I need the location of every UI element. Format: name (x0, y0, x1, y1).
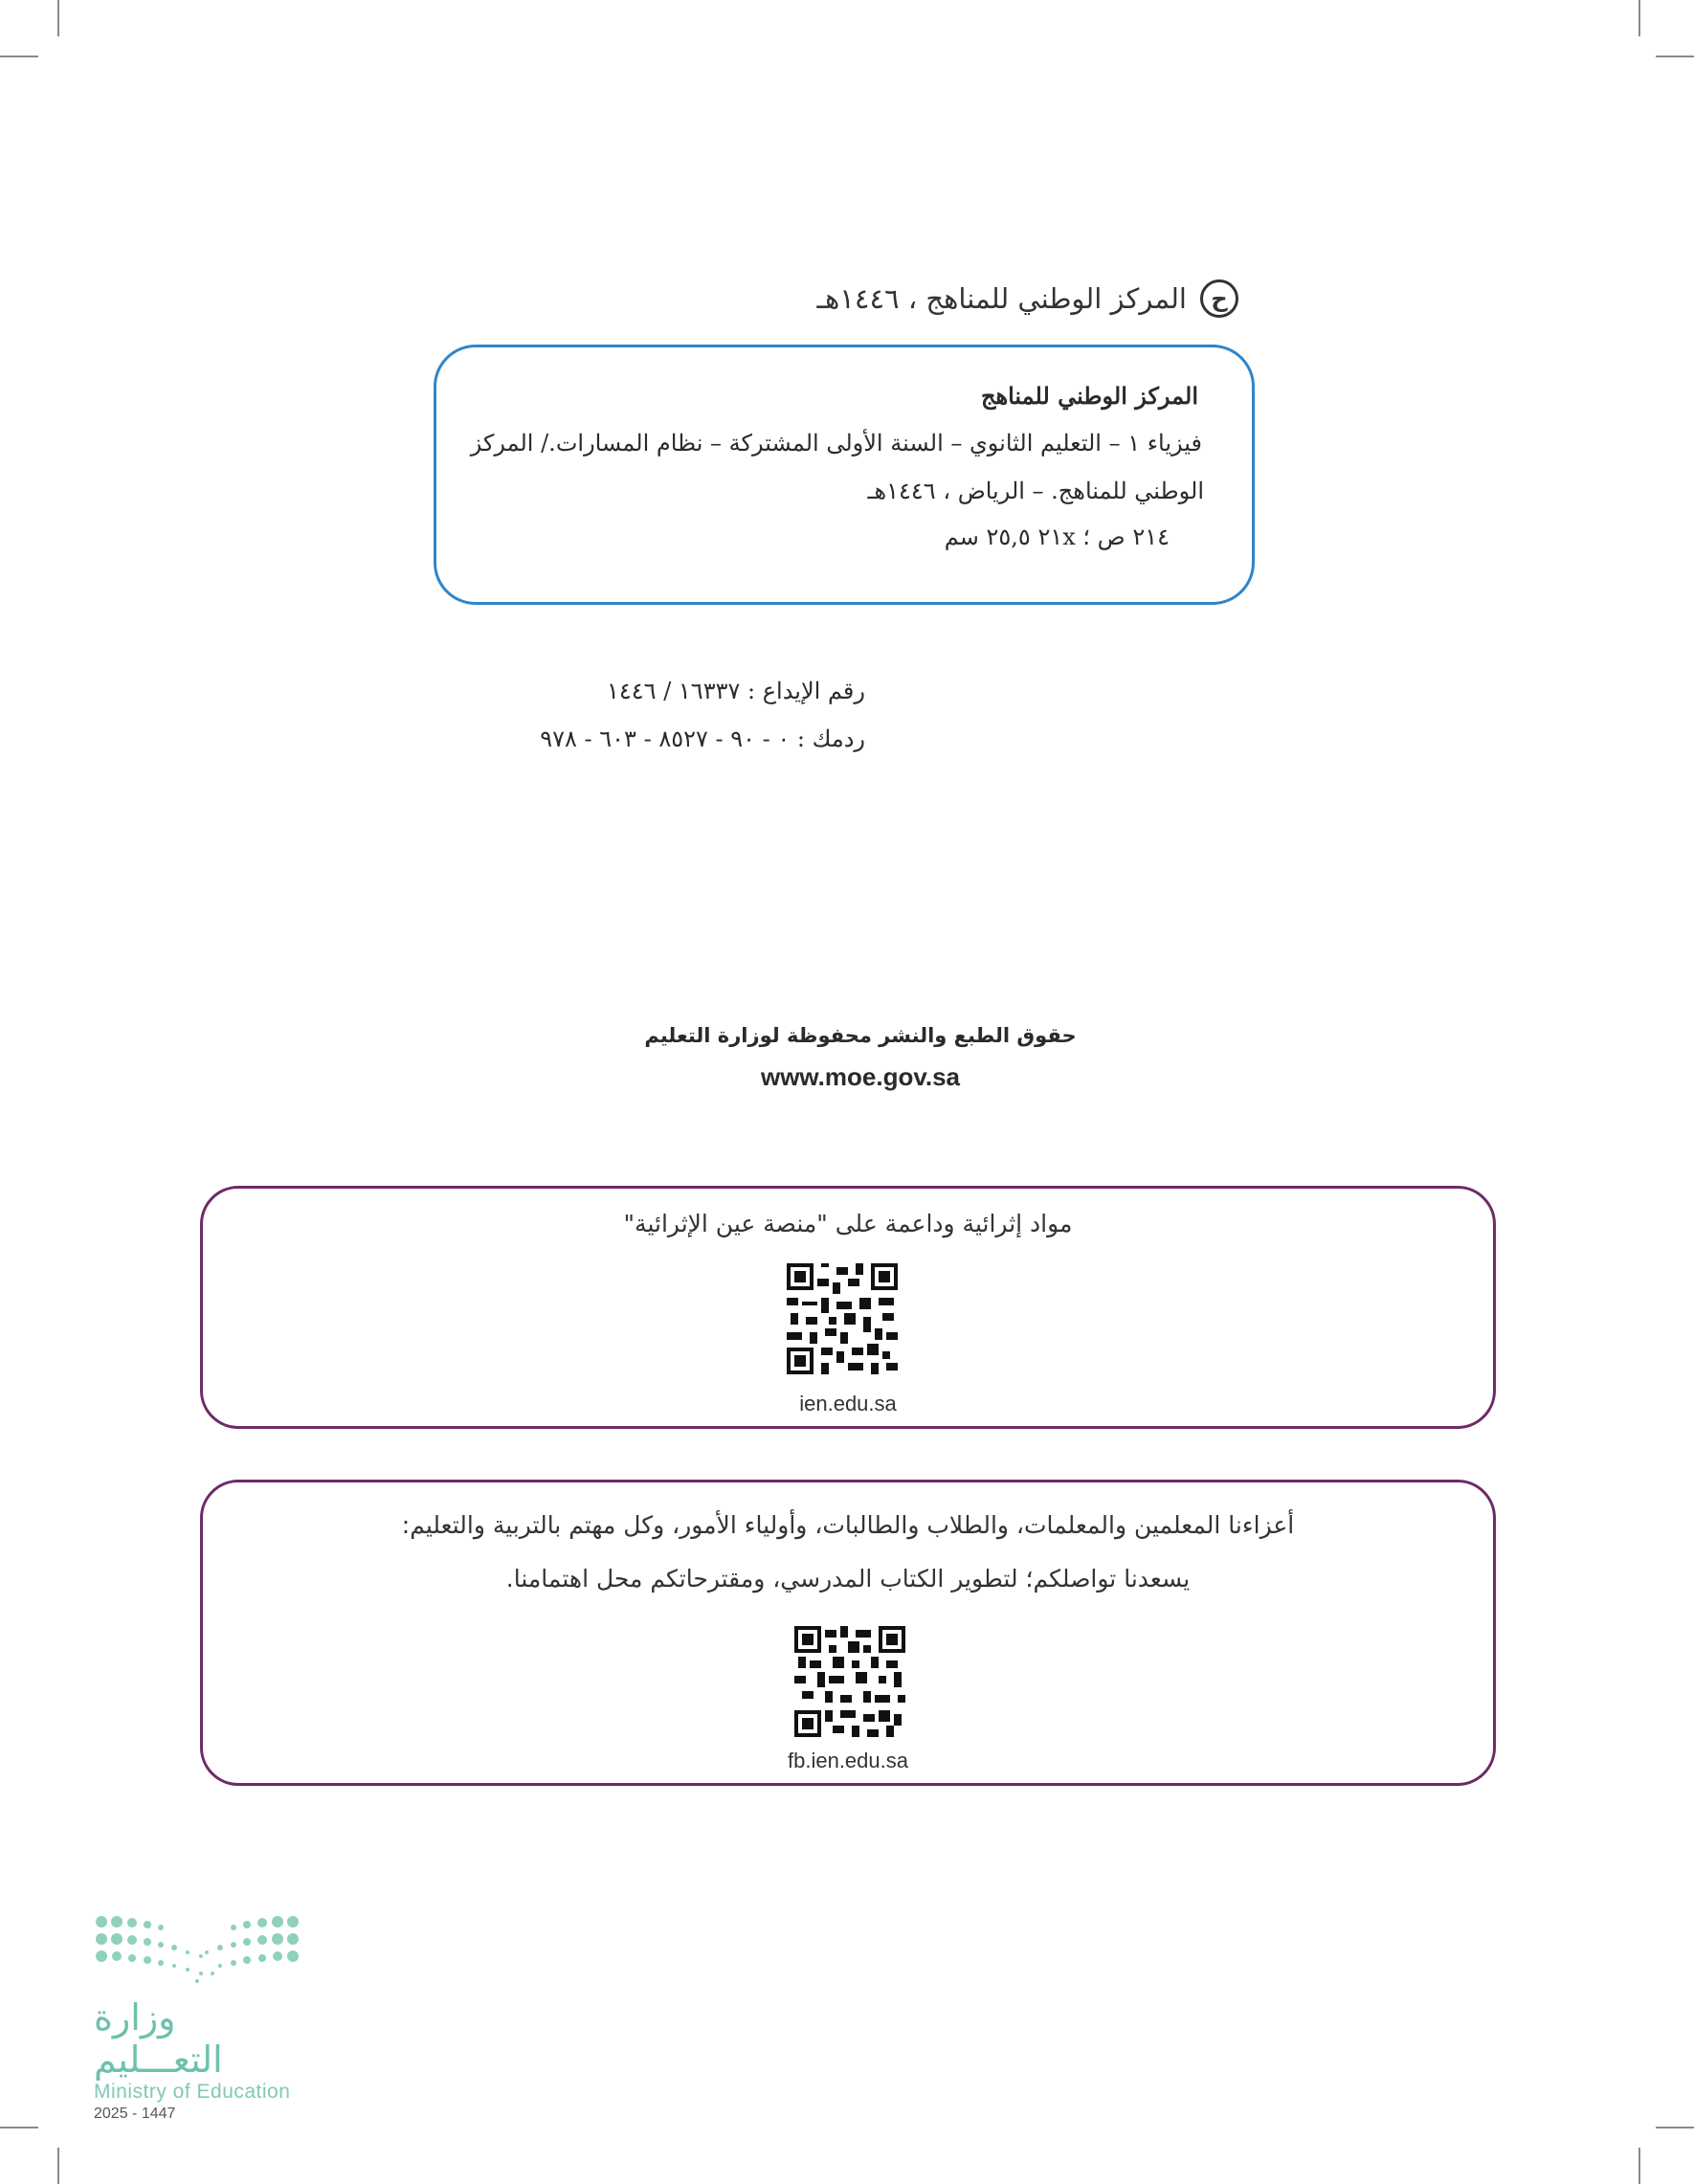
ministry-logo (94, 1914, 304, 2123)
enrichment-qr-code[interactable] (787, 1263, 898, 1374)
feedback-line-2: يسعدنا تواصلكم؛ لتطوير الكتاب المدرسي، ومقترحاتكم محل اهتمامنا. (505, 1565, 1191, 1593)
enrichment-box (200, 1186, 1496, 1429)
crop-mark (0, 2127, 38, 2128)
rights-url[interactable]: www.moe.gov.sa (760, 1062, 961, 1091)
crop-mark (0, 56, 38, 57)
crop-mark (1638, 2148, 1640, 2184)
crop-mark (1638, 0, 1640, 36)
logo-arabic-name: وزارة التعـــليم (94, 1996, 223, 2081)
isbn: ردمك : ٠ - ٩٠ - ٨٥٢٧ - ٦٠٣ - ٩٧٨ (540, 725, 865, 752)
feedback-line-1: أعزاءنا المعلمين والمعلمات، والطلاب والطالبات، وأولياء الأمور، وكل مهتم بالتربية والتعليم: (401, 1511, 1295, 1539)
feedback-qr-code[interactable] (794, 1626, 905, 1737)
copyright-symbol: ح (1200, 279, 1238, 318)
deposit-number: رقم الإيداع : ١٦٣٣٧ / ١٤٤٦ (607, 678, 865, 704)
enrichment-title: مواد إثرائية وداعمة على "منصة عين الإثرائية" (623, 1210, 1073, 1237)
cip-heading: المركز الوطني للمناهج (980, 382, 1198, 410)
cip-line-1: فيزياء ١ – التعليم الثانوي – السنة الأولى المشتركة – نظام المسارات./ المركز (470, 430, 1202, 457)
dots-emblem-icon (94, 1914, 301, 1987)
logo-english-name: Ministry of Education (94, 2081, 291, 2103)
cip-line-3: ٢١٤ ص ؛ ٢١x ٢٥,٥ سم (944, 524, 1170, 550)
rights-text: حقوق الطبع والنشر محفوظة لوزارة التعليم (644, 1024, 1077, 1047)
copyright-text: المركز الوطني للمناهج ، ١٤٤٦هـ (816, 282, 1187, 315)
copyright-line (817, 279, 1239, 318)
crop-mark (1656, 56, 1694, 57)
feedback-url[interactable]: fb.ien.edu.sa (788, 1749, 908, 1772)
crop-mark (57, 2148, 59, 2184)
cip-box (434, 345, 1255, 605)
crop-mark (57, 0, 59, 36)
feedback-box (200, 1480, 1496, 1786)
enrichment-url[interactable]: ien.edu.sa (799, 1392, 897, 1415)
crop-mark (1656, 2127, 1694, 2128)
cip-line-2: الوطني للمناهج. – الرياض ، ١٤٤٦هـ (867, 478, 1204, 504)
logo-year: 2025 - 1447 (94, 2106, 176, 2122)
